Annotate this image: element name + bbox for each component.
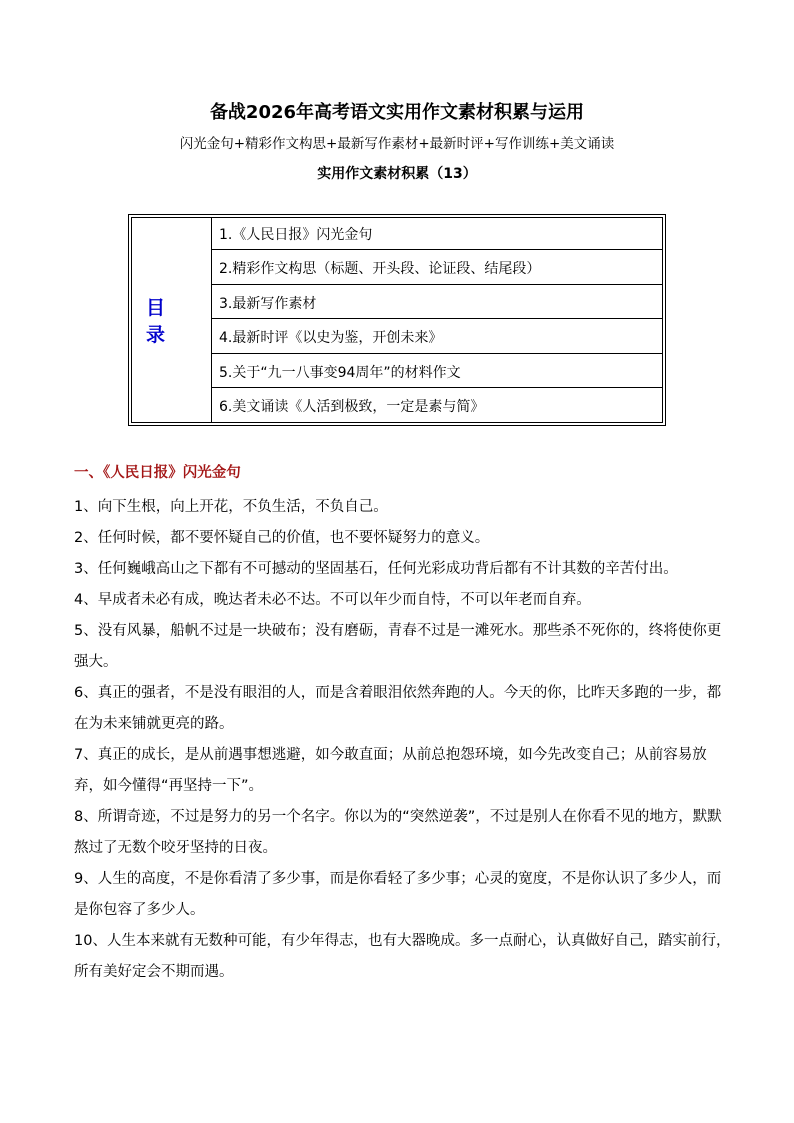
document-title: 备战2026年高考语文实用作文素材积累与运用 — [209, 102, 585, 123]
quote-item: 1、向下生根，向上开花，不负生活，不负自己。 — [74, 499, 388, 515]
toc-item[interactable]: 5.关于“九一八事变94周年”的材料作文 — [212, 356, 662, 388]
quote-item: 3、任何巍峨高山之下都有不可撼动的坚固基石，任何光彩成功背后都有不计其数的辛苦付出。 — [74, 561, 678, 577]
toc-item[interactable]: 2.精彩作文构思（标题、开头段、论证段、结尾段） — [212, 253, 662, 285]
quote-item: 5、没有风暴，船帆不过是一块破布；没有磨砺，青春不过是一滩死水。那些杀不死你的，终将使你更强大。 — [74, 623, 722, 670]
table-of-contents — [128, 214, 666, 426]
section-heading: 一、《人民日报》闪光金句 — [74, 465, 241, 481]
toc-item[interactable]: 6.美文诵读《人活到极致，一定是素与简》 — [219, 399, 485, 416]
document-subtitle: 闪光金句+精彩作文构思+最新写作素材+最新时评+写作训练+美文诵读 — [179, 136, 615, 152]
quote-item: 4、早成者未必有成，晚达者未必不达。不可以年少而自恃，不可以年老而自弃。 — [74, 592, 591, 608]
toc-item[interactable]: 1.《人民日报》闪光金句 — [212, 218, 662, 250]
toc-frame — [131, 217, 663, 423]
toc-item[interactable]: 4.最新时评《以史为鉴，开创未来》 — [212, 322, 662, 354]
quote-item: 2、任何时候，都不要怀疑自己的价值，也不要怀疑努力的意义。 — [74, 530, 490, 546]
quote-item: 6、真正的强者，不是没有眼泪的人，而是含着眼泪依然奔跑的人。今天的你，比昨天多跑的一步，都在为未来铺就更亮的路。 — [74, 685, 722, 732]
quote-item: 9、人生的高度，不是你看清了多少事，而是你看轻了多少事；心灵的宽度，不是你认识了多少人，而是你包容了多少人。 — [74, 871, 722, 918]
toc-label: 目录 — [132, 218, 212, 422]
quote-item: 7、真正的成长，是从前遇事想逃避，如今敢直面；从前总抱怨环境，如今先改变自己；从前容易放弃，如今懂得“再坚持一下”。 — [74, 747, 707, 794]
document-subtitle-issue: 实用作文素材积累（13） — [317, 166, 477, 182]
quote-item: 10、人生本来就有无数种可能，有少年得志，也有大器晚成。多一点耐心，认真做好自己，踏实前行，所有美好定会不期而遇。 — [74, 933, 731, 980]
toc-item[interactable]: 3.最新写作素材 — [212, 287, 662, 319]
toc-items — [212, 218, 662, 422]
quote-list — [74, 492, 734, 988]
quote-item: 8、所谓奇迹，不过是努力的另一个名字。你以为的“突然逆袭”，不过是别人在你看不见的地方，默默熬过了无数个咬牙坚持的日夜。 — [74, 809, 722, 856]
